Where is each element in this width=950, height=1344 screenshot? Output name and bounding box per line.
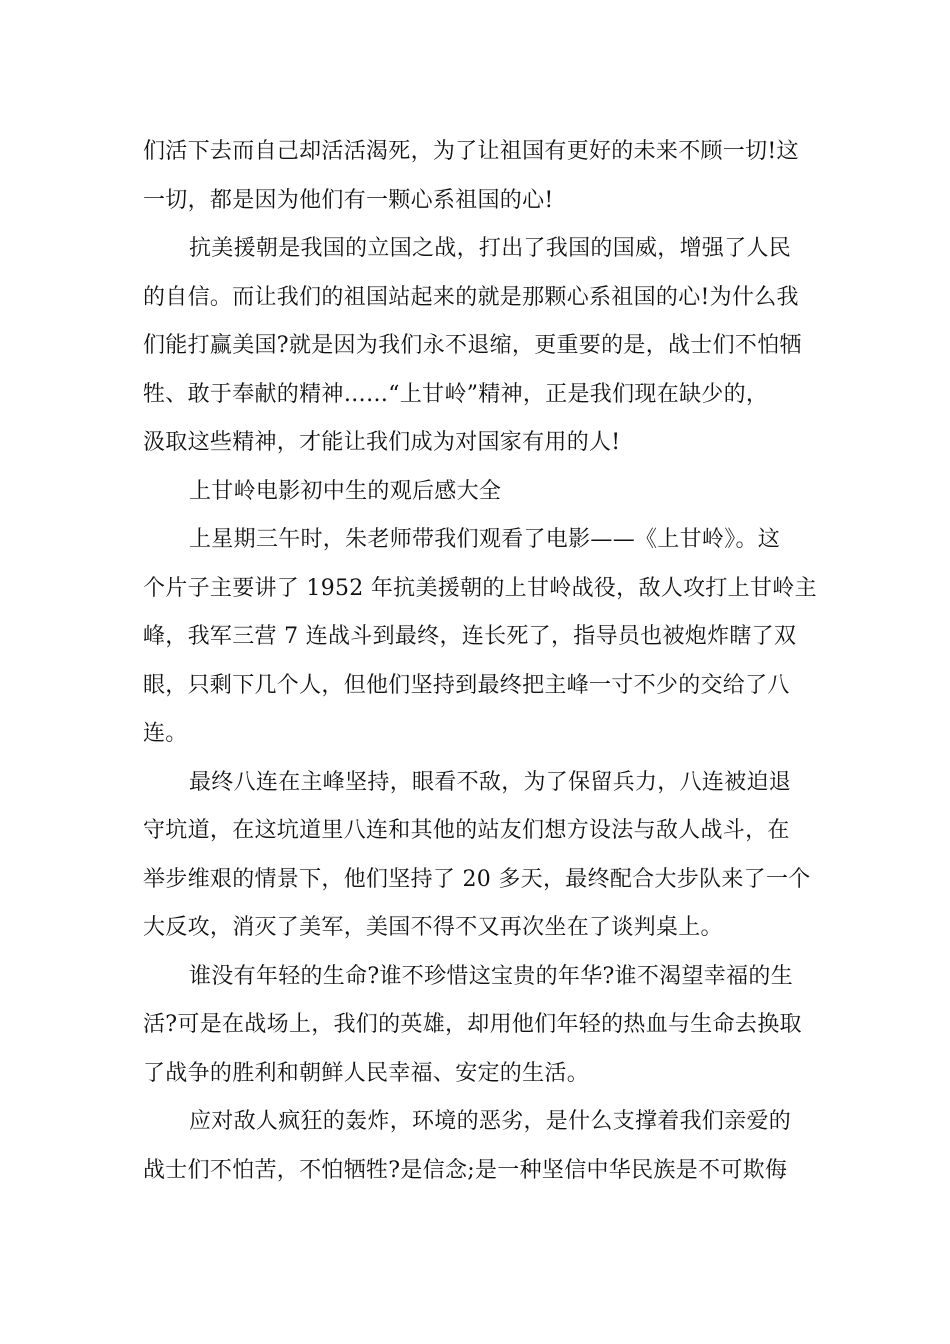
text-line: 谁没有年轻的生命?谁不珍惜这宝贵的年华?谁不渴望幸福的生 [189, 963, 793, 989]
text-line: 连。 [143, 721, 188, 746]
text-line: 的自信。而让我们的祖国站起来的就是那颗心系祖国的心!为什么我 [143, 284, 799, 310]
text-line: 一切，都是因为他们有一颗心系祖国的心! [143, 187, 554, 213]
text-line: 们能打赢美国?就是因为我们永不退缩，更重要的是，战士们不怕牺 [143, 333, 802, 358]
text-line: 们活下去而自己却活活渴死，为了让祖国有更好的未来不顾一切!这 [143, 139, 799, 164]
text-line: 上星期三午时，朱老师带我们观看了电影——《上甘岭》。这 [189, 527, 781, 552]
text-line: 峰，我军三营 7 连战斗到最终，连长死了，指导员也被炮炸瞎了双 [143, 624, 797, 649]
text-line: 最终八连在主峰坚持，眼看不敌，为了保留兵力，八连被迫退 [189, 769, 792, 795]
text-line: 眼，只剩下几个人，但他们坚持到最终把主峰一寸不少的交给了八 [143, 672, 790, 698]
text-line: 上甘岭电影初中生的观后感大全 [189, 478, 502, 504]
text-line: 守坑道，在这坑道里八连和其他的站友们想方设法与敌人战斗，在 [143, 818, 790, 843]
text-line: 了战争的胜利和朝鲜人民幸福、安定的生活。 [143, 1060, 590, 1086]
text-line: 活?可是在战场上，我们的英雄，却用他们年轻的热血与生命去换取 [143, 1012, 802, 1037]
body-text [143, 128, 817, 1195]
text-line: 战士们不怕苦，不怕牺牲?是信念;是一种坚信中华民族是不可欺侮 [143, 1157, 788, 1183]
text-line: 汲取这些精神，才能让我们成为对国家有用的人! [143, 430, 621, 455]
text-line: 个片子主要讲了 1952 年抗美援朝的上甘岭战役，敌人攻打上甘岭主 [143, 575, 817, 601]
text-line: 应对敌人疯狂的轰炸，环境的恶劣，是什么支撑着我们亲爱的 [189, 1109, 792, 1134]
text-line: 举步维艰的情景下，他们坚持了 20 多天，最终配合大步队来了一个 [143, 866, 811, 892]
text-line: 牲、敢于奉献的精神……“上甘岭”精神，正是我们现在缺少的， [143, 381, 769, 407]
text-line: 抗美援朝是我国的立国之战，打出了我国的国威，增强了人民 [189, 236, 792, 261]
text-line: 大反攻，消灭了美军，美国不得不又再次坐在了谈判桌上。 [143, 915, 723, 940]
